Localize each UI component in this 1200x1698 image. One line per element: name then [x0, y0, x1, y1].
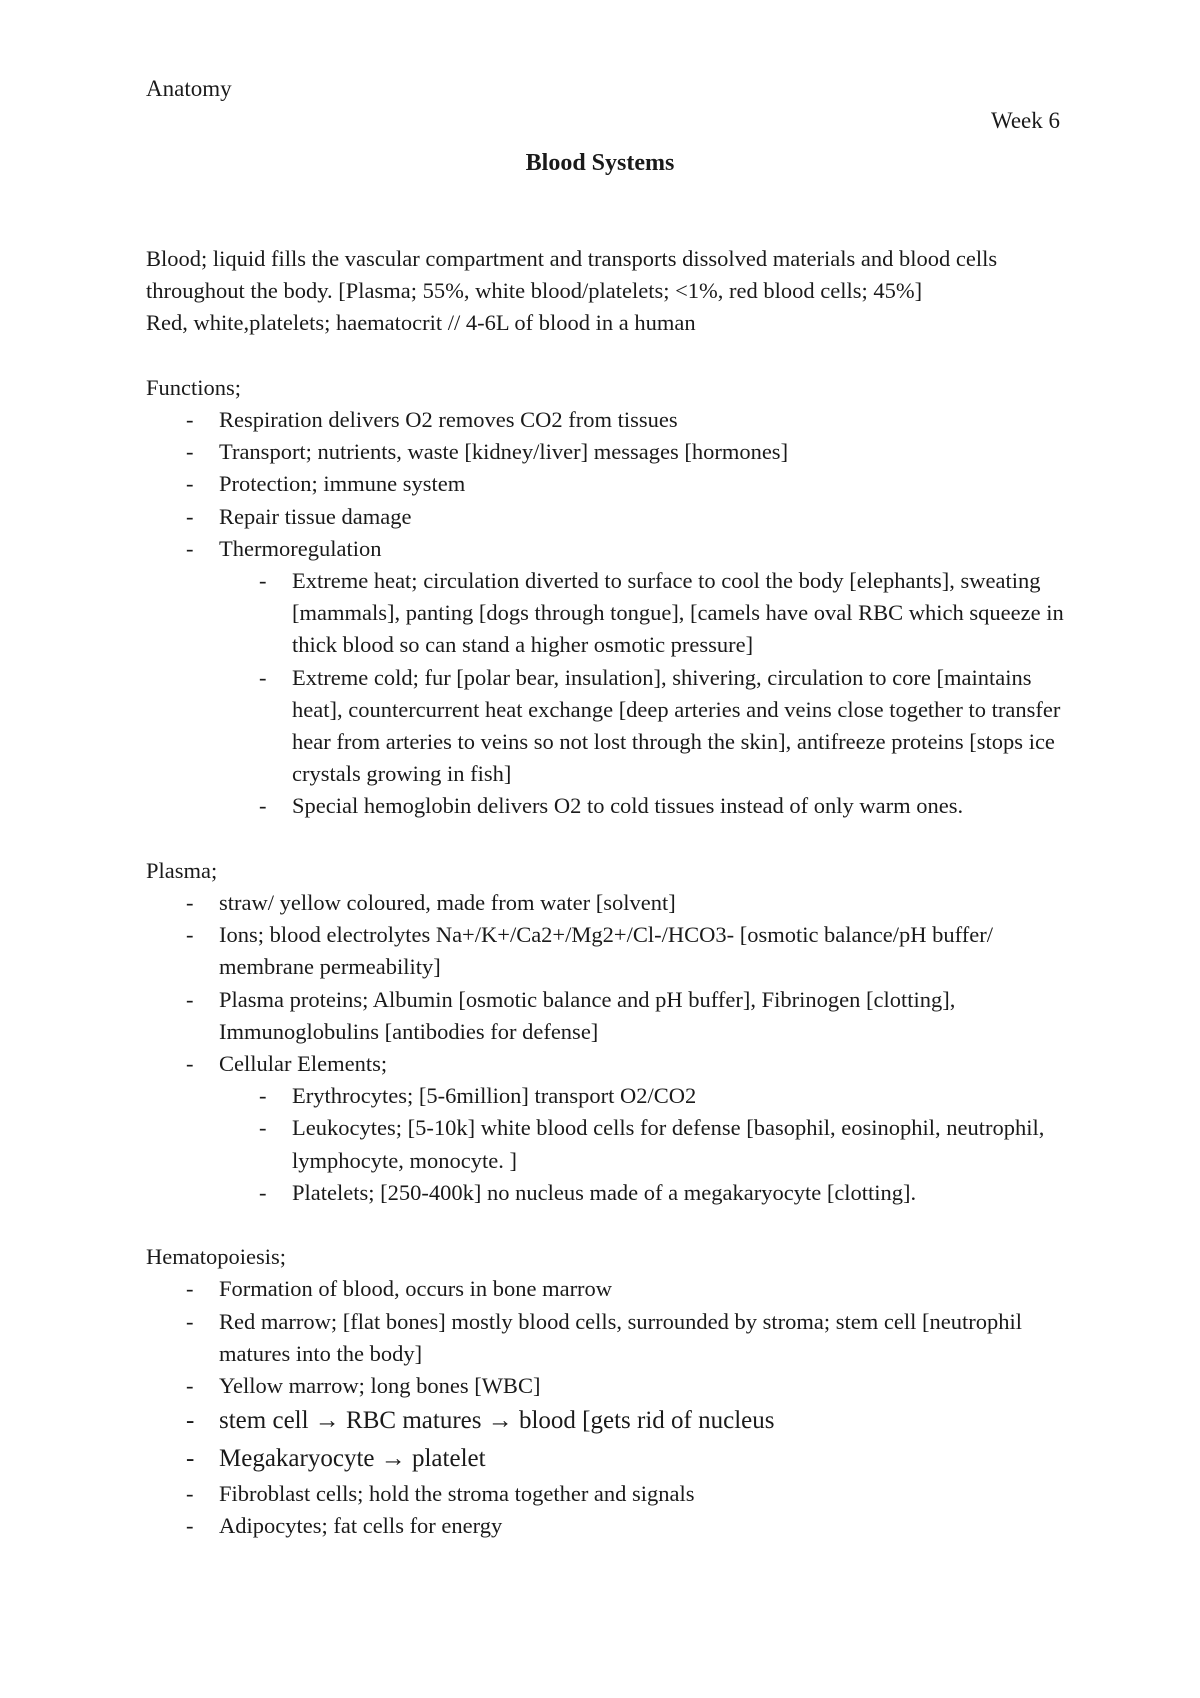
sub-list-item: - Erythrocytes; [5-6million] transport O2/CO2 [219, 1080, 1086, 1112]
section-heading-functions: Functions; [146, 374, 242, 400]
sub-list-item: - Extreme heat; circulation diverted to surface to cool the body [elephants], sweating [mammals], panting [dogs through tongue], [camels have oval RBC which squeeze in thick blood so can stand a higher osmotic pressure] [219, 565, 1086, 662]
list-item [146, 533, 1086, 823]
list-item: - Repair tissue damage [146, 501, 1086, 533]
week-label: Week 6 [990, 108, 1060, 133]
list-item: - Ions; blood electrolytes Na+/K+/Ca2+/Mg2+/Cl-/HCO3- [osmotic balance/pH buffer/ membrane permeability] [146, 919, 1086, 983]
intro-paragraph: Red, white,platelets; haematocrit // 4-6L of blood in a human [146, 310, 696, 336]
list-item: - Respiration delivers O2 removes CO2 from tissues [146, 404, 1086, 436]
list-item: - Formation of blood, occurs in bone marrow [146, 1273, 1086, 1305]
section-heading-plasma: Plasma; [146, 857, 218, 883]
cellular-elements-sublist [219, 1080, 1086, 1209]
functions-list [146, 404, 1086, 823]
sub-list-item: - Extreme cold; fur [polar bear, insulation], shivering, circulation to core [maintains heat], countercurrent heat exchange [deep arteries and veins close together to transfer hear from arteries to veins so not lost through the skin], antifreeze proteins [stops ice crystals growing in fish] [219, 662, 1086, 791]
thermoregulation-sublist [219, 565, 1086, 823]
section-heading-hematopoiesis: Hematopoiesis; [146, 1244, 286, 1270]
list-item: - Yellow marrow; long bones [WBC] [146, 1370, 1086, 1402]
hematopoiesis-list [146, 1273, 1086, 1542]
list-item: - Red marrow; [flat bones] mostly blood cells, surrounded by stroma; stem cell [neutrophil matures into the body] [146, 1306, 1086, 1370]
plasma-list [146, 887, 1086, 1209]
intro-paragraph: Blood; liquid fills the vascular compartment and transports dissolved materials and blood cells throughout the body. [Plasma; 55%, white blood/platelets; <1%, red blood cells; 45%] [146, 246, 998, 304]
list-item: - Transport; nutrients, waste [kidney/liver] messages [hormones] [146, 436, 1086, 468]
list-item-label: Cellular Elements; [219, 1051, 388, 1077]
list-item: - Fibroblast cells; hold the stroma together and signals [146, 1478, 1086, 1510]
list-item: - Protection; immune system [146, 468, 1086, 500]
list-item: - Megakaryocyte → platelet [146, 1440, 1086, 1478]
sub-list-item: - Leukocytes; [5-10k] white blood cells for defense [basophil, eosinophil, neutrophil, lymphocyte, monocyte. ] [219, 1112, 1086, 1176]
list-item: - Plasma proteins; Albumin [osmotic balance and pH buffer], Fibrinogen [clotting], Immunoglobulins [antibodies for defense] [146, 984, 1086, 1048]
document-body [146, 243, 1086, 1543]
page-title: Blood Systems [525, 150, 675, 176]
list-item: - straw/ yellow coloured, made from water [solvent] [146, 887, 1086, 919]
list-item-label: Thermoregulation [219, 535, 382, 561]
list-item: - stem cell → RBC matures → blood [gets rid of nucleus [146, 1402, 1086, 1440]
list-item: - Adipocytes; fat cells for energy [146, 1510, 1086, 1542]
list-item [146, 1048, 1086, 1209]
course-name: Anatomy [146, 76, 232, 101]
sub-list-item: - Platelets; [250-400k] no nucleus made of a megakaryocyte [clotting]. [219, 1177, 1086, 1209]
sub-list-item: - Special hemoglobin delivers O2 to cold tissues instead of only warm ones. [219, 790, 1086, 822]
